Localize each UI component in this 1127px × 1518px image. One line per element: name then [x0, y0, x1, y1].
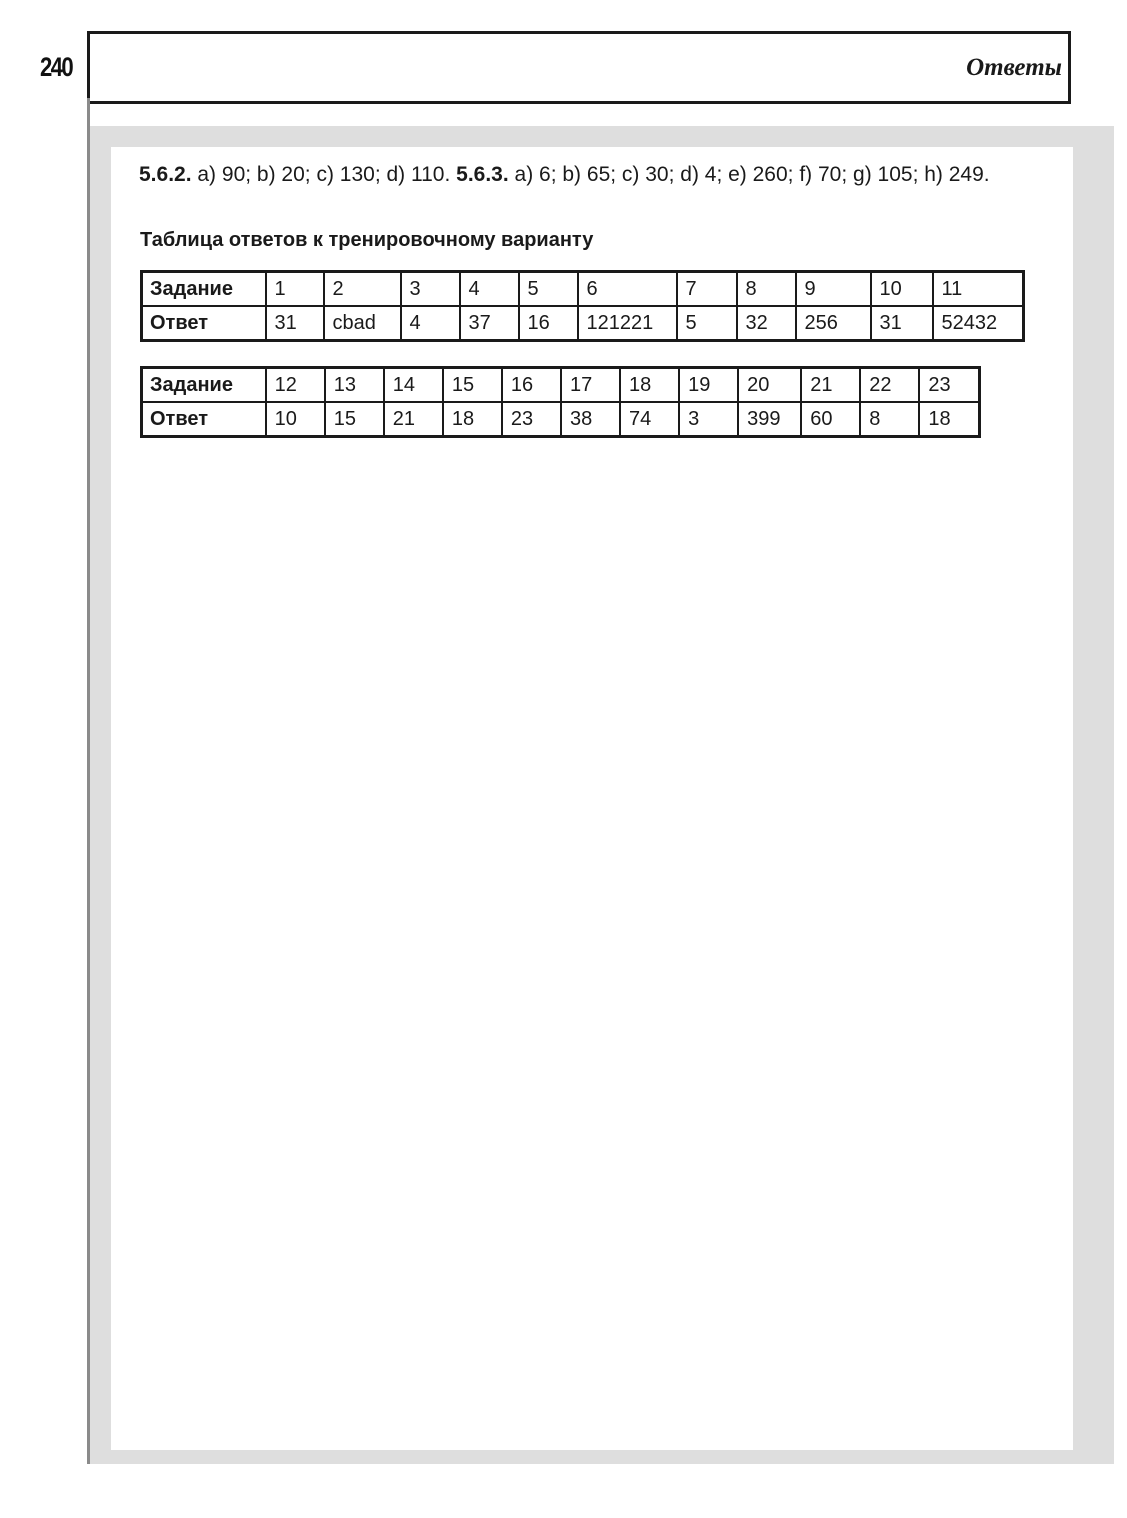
answer-cell: 3	[679, 402, 738, 437]
answer-cell: 10	[266, 402, 325, 437]
task-row-header: Задание	[142, 368, 266, 403]
task-cell: 22	[860, 368, 919, 403]
answer-cell: 18	[919, 402, 979, 437]
exercise-answers-5-6-2: a) 90; b) 20; c) 130; d) 110.	[191, 163, 457, 186]
section-heading: Таблица ответов к тренировочному варианту	[140, 229, 594, 251]
answer-cell: 8	[860, 402, 919, 437]
task-cell: 10	[871, 272, 933, 307]
task-cell: 17	[561, 368, 620, 403]
task-cell: 5	[519, 272, 578, 307]
answer-row	[142, 306, 1024, 341]
answer-cell: 23	[502, 402, 561, 437]
task-cell: 20	[738, 368, 801, 403]
content-panel	[111, 147, 1073, 1450]
answer-cell: cbad	[324, 306, 401, 341]
answer-cell: 60	[801, 402, 860, 437]
task-cell: 1	[266, 272, 324, 307]
answer-cell: 4	[401, 306, 460, 341]
answer-cell: 21	[384, 402, 443, 437]
answer-cell: 5	[677, 306, 737, 341]
task-cell: 14	[384, 368, 443, 403]
task-cell: 16	[502, 368, 561, 403]
answer-cell: 31	[266, 306, 324, 341]
page-number: 240	[40, 52, 73, 82]
answer-row	[142, 402, 980, 437]
exercise-answers-5-6-3: a) 6; b) 65; c) 30; d) 4; e) 260; f) 70; g) 105; h) 249.	[508, 163, 990, 186]
answer-cell: 38	[561, 402, 620, 437]
answer-cell: 16	[519, 306, 578, 341]
answer-cell: 121221	[578, 306, 677, 341]
answer-cell: 52432	[933, 306, 1024, 341]
task-cell: 19	[679, 368, 738, 403]
answer-cell: 74	[620, 402, 679, 437]
task-cell: 11	[933, 272, 1024, 307]
task-row	[142, 272, 1024, 307]
task-cell: 23	[919, 368, 979, 403]
answer-cell: 18	[443, 402, 502, 437]
task-cell: 15	[443, 368, 502, 403]
task-cell: 3	[401, 272, 460, 307]
task-cell: 12	[266, 368, 325, 403]
answer-row-header: Ответ	[142, 402, 266, 437]
running-title: Ответы	[966, 54, 1062, 81]
answer-cell: 256	[796, 306, 871, 341]
answer-cell: 37	[460, 306, 519, 341]
running-header	[87, 31, 1071, 104]
exercise-label-5-6-2: 5.6.2.	[139, 163, 192, 186]
answers-table-1	[140, 270, 1025, 342]
task-cell: 8	[737, 272, 796, 307]
task-row	[142, 368, 980, 403]
task-cell: 9	[796, 272, 871, 307]
answer-cell: 399	[738, 402, 801, 437]
task-cell: 21	[801, 368, 860, 403]
task-cell: 7	[677, 272, 737, 307]
answer-cell: 31	[871, 306, 933, 341]
answer-cell: 32	[737, 306, 796, 341]
task-cell: 2	[324, 272, 401, 307]
answers-table-2	[140, 366, 981, 438]
answers-paragraph	[139, 160, 1061, 190]
answer-row-header: Ответ	[142, 306, 266, 341]
task-cell: 18	[620, 368, 679, 403]
task-row-header: Задание	[142, 272, 266, 307]
task-cell: 6	[578, 272, 677, 307]
answer-cell: 15	[325, 402, 384, 437]
exercise-label-5-6-3: 5.6.3.	[456, 163, 509, 186]
task-cell: 4	[460, 272, 519, 307]
task-cell: 13	[325, 368, 384, 403]
